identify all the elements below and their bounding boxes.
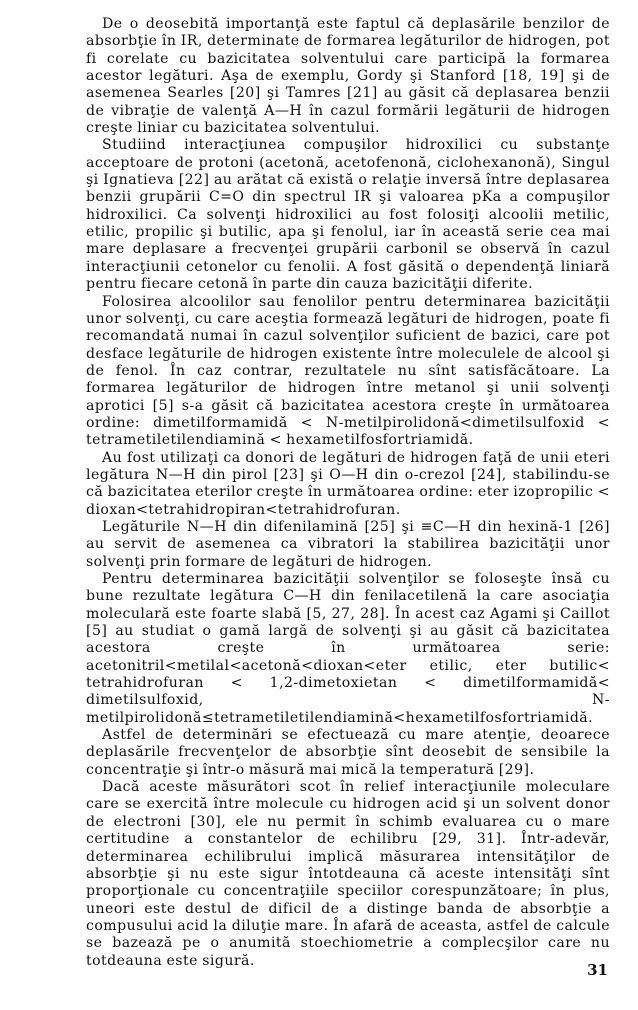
paragraph-6: Pentru determinarea bazicităţii solvenţilor se foloseşte însă cu bune rezultate legătura C—H din fenilacetilenă la care asociaţia moleculară este foarte slabă [5, 27, 28]. În acest caz Agami şi Caillot [5] au studiat o gamă largă de solvenţi şi au găsit că bazicitatea acestora creşte în următoarea serie: acetonitril<metilal<acetonă<dioxan<eter etilic, eter butilic< tetrahidrofuran < 1,2-dimetoxietan < dimetilformamidă< dimetilsulfoxid, N-metilpirolidonă≤tetrametiletilendiamină<hexametilfosfortriamidă. (86, 571, 610, 726)
paragraph-5: Legăturile N—H din difenilamină [25] şi ≡C—H din hexină-1 [26] au servit de asemenea ca vibratori la stabilirea bazicităţii unor solvenţi prin formare de legături de hidrogen. (86, 518, 610, 570)
page-number: 31 (587, 961, 608, 979)
body-text (86, 16, 610, 970)
paragraph-3: Folosirea alcoolilor sau fenolilor pentru determinarea bazicităţii unor solvenţi, cu care aceştia formează legături de hidrogen, poate fi recomandată numai în cazul solvenţilor suficient de bazici, care pot desface legăturile de hidrogen existente între moleculele de alcool şi de fenol. În caz contrar, rezultatele nu sînt satisfăcătoare. La formarea legăturilor de hidrogen între metanol şi unii solvenţi aprotici [5] s-a găsit că bazicitatea acestora creşte în următoarea ordine: dimetilformamidă < N-metilpirolidonă<dimetilsulfoxid < tetrametiletilendiamină < hexametilfosfortriamidă. (86, 293, 610, 449)
paragraph-8: Dacă aceste măsurători scot în relief interacţiunile moleculare care se exercită între molecule cu hidrogen acid şi un solvent donor de electroni [30], ele nu permit în schimb evaluarea cu o mare certitudine a constantelor de echilibru [29, 31]. Într-adevăr, determinarea echilibrului implică măsurarea intensităţilor de absorbţie şi nu este sigur întotdeauna că aceste intensităţi sînt proporţionale cu concentraţiile speciilor corespunzătoare; în plus, uneori este destul de dificil de a distinge banda de absorbţie a compusului acid la diluţie mare. În afară de aceasta, astfel de calcule se bazează pe o anumită stoechiometrie a complecşilor care nu totdeauna este sigură. (86, 779, 610, 969)
paragraph-2: Studiind interacţiunea compuşilor hidroxilici cu substanţe acceptoare de protoni (acetonă, acetofenonă, ciclohexanonă), Singul şi Ignatieva [22] au arătat că există o relaţie inversă între deplasarea benzii grupării C=O din spectrul IR şi valoarea pKa a compuşilor hidroxilici. Ca solvenţi hidroxilici au fost folosiţi alcoolii metilic, etilic, propilic şi butilic, apa şi fenolul, iar în această serie cea mai mare deplasare a frecvenţei grupării carbonil se observă în cazul interacţiunii cetonelor cu fenolii. A fost găsită o dependenţă liniară pentru fiecare cetonă în parte din cauza bazicităţii diferite. (86, 137, 610, 293)
paragraph-1: De o deosebită importanţă este faptul că deplasările benzilor de absorbţie în IR, determinate de formarea legăturilor de hidrogen, pot fi corelate cu bazicitatea solventului care participă la formarea acestor legături. Aşa de exemplu, Gordy şi Stanford [18, 19] şi de asemenea Searles [20] şi Tamres [21] au găsit că deplasarea benzii de vibraţie de valenţă A—H în cazul formării legăturii de hidrogen creşte liniar cu bazicitatea solventului. (86, 16, 610, 137)
paragraph-7: Astfel de determinări se efectuează cu mare atenţie, deoarece deplasările frecvenţelor de absorbţie sînt deosebit de sensibile la concentraţie şi într-o măsură mai mică la temperatură [29]. (86, 727, 610, 778)
paragraph-4: Au fost utilizaţi ca donori de legături de hidrogen faţă de unii eteri legătura N—H din pirol [23] şi O—H din o-crezol [24], stabilindu-se că bazicitatea eterilor creşte în următoarea ordine: eter izopropilic < dioxan<tetrahidropiran<tetrahidrofuran. (86, 449, 610, 518)
